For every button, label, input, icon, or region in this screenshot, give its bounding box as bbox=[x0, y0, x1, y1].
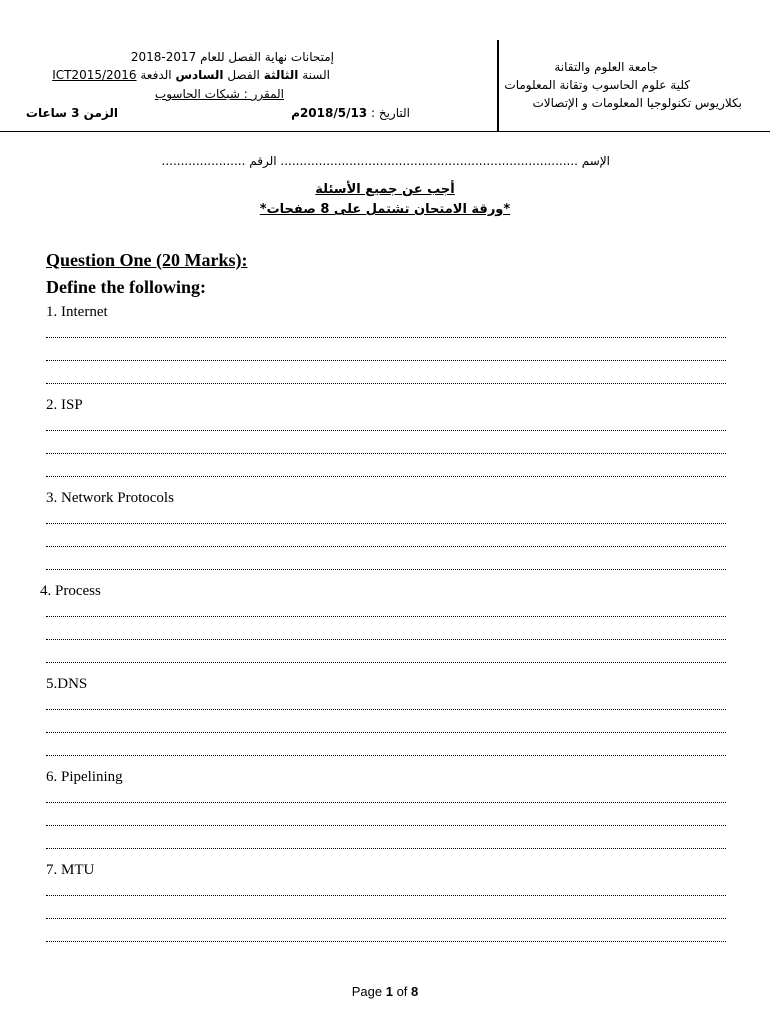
answer-line[interactable] bbox=[46, 894, 726, 896]
time-label: الزمن bbox=[79, 106, 118, 120]
exam-duration bbox=[26, 106, 118, 120]
item-label: 6. Pipelining bbox=[46, 769, 123, 785]
name-label: الإسم bbox=[581, 154, 610, 168]
answer-line[interactable] bbox=[46, 917, 726, 919]
semester-prefix: الفصل bbox=[223, 68, 264, 82]
item-label: 4. Process bbox=[40, 583, 101, 599]
semester-value: السادس bbox=[175, 68, 224, 82]
answer-line[interactable] bbox=[46, 731, 726, 733]
answer-line[interactable] bbox=[46, 359, 726, 361]
instruction-answer-all: أجب عن جميع الأسئلة bbox=[315, 182, 455, 197]
answer-line[interactable] bbox=[46, 638, 726, 640]
university-name: جامعة العلوم والتقانة bbox=[554, 60, 658, 74]
question-subtitle: Define the following: bbox=[46, 277, 206, 297]
student-info-line bbox=[160, 154, 610, 168]
page-total: 8 bbox=[411, 984, 419, 999]
answer-line[interactable] bbox=[46, 847, 726, 849]
id-dots[interactable]: ...................... bbox=[161, 154, 246, 168]
page-current: 1 bbox=[385, 984, 393, 999]
date-value: 2018/5/13م bbox=[291, 106, 368, 120]
page-sep: of bbox=[392, 984, 412, 999]
course-name: المقرر : شبكات الحاسوب bbox=[154, 87, 284, 101]
answer-line[interactable] bbox=[46, 568, 726, 570]
instruction-page-count: *ورقة الامتحان تشتمل على 8 صفحات* bbox=[259, 202, 511, 217]
header-vertical-divider bbox=[497, 40, 499, 132]
item-label: 7. MTU bbox=[46, 862, 95, 878]
page-number bbox=[0, 984, 770, 999]
item-label: 3. Network Protocols bbox=[46, 490, 174, 506]
answer-line[interactable] bbox=[46, 452, 726, 454]
answer-line[interactable] bbox=[46, 382, 726, 384]
name-dots[interactable]: .............................................................................. bbox=[280, 154, 578, 168]
item-label: 5.DNS bbox=[46, 676, 88, 692]
answer-line[interactable] bbox=[46, 824, 726, 826]
item-label: 1. Internet bbox=[46, 304, 108, 320]
header-horizontal-divider bbox=[0, 131, 770, 132]
item-label: 2. ISP bbox=[46, 397, 83, 413]
date-label: التاريخ : bbox=[370, 106, 410, 120]
answer-line[interactable] bbox=[46, 545, 726, 547]
batch-value: ICT2015/2016 bbox=[52, 68, 137, 82]
exam-header bbox=[0, 0, 770, 135]
batch-prefix: الدفعة bbox=[136, 68, 176, 82]
answer-line[interactable] bbox=[46, 661, 726, 663]
answer-line[interactable] bbox=[46, 475, 726, 477]
time-value: 3 bbox=[71, 106, 80, 120]
year-prefix: السنة bbox=[298, 68, 330, 82]
year-value: الثالثة bbox=[263, 68, 299, 82]
id-label: الرقم bbox=[249, 154, 277, 168]
answer-line[interactable] bbox=[46, 940, 726, 942]
faculty-name: كلية علوم الحاسوب وتقانة المعلومات bbox=[504, 78, 690, 92]
year-semester-batch bbox=[52, 68, 330, 82]
answer-line[interactable] bbox=[46, 708, 726, 710]
page-prefix: Page bbox=[351, 984, 386, 999]
exam-date bbox=[291, 106, 410, 120]
answer-line[interactable] bbox=[46, 754, 726, 756]
answer-line[interactable] bbox=[46, 522, 726, 524]
answer-line[interactable] bbox=[46, 615, 726, 617]
time-unit: ساعات bbox=[25, 106, 72, 120]
answer-line[interactable] bbox=[46, 801, 726, 803]
exam-title: إمتحانات نهاية الفصل للعام 2017-2018 bbox=[130, 50, 334, 64]
question-title: Question One (20 Marks): bbox=[46, 250, 248, 270]
answer-line[interactable] bbox=[46, 336, 726, 338]
program-name: بكلاريوس تكنولوجيا المعلومات و الإتصالات bbox=[532, 96, 742, 110]
answer-line[interactable] bbox=[46, 429, 726, 431]
